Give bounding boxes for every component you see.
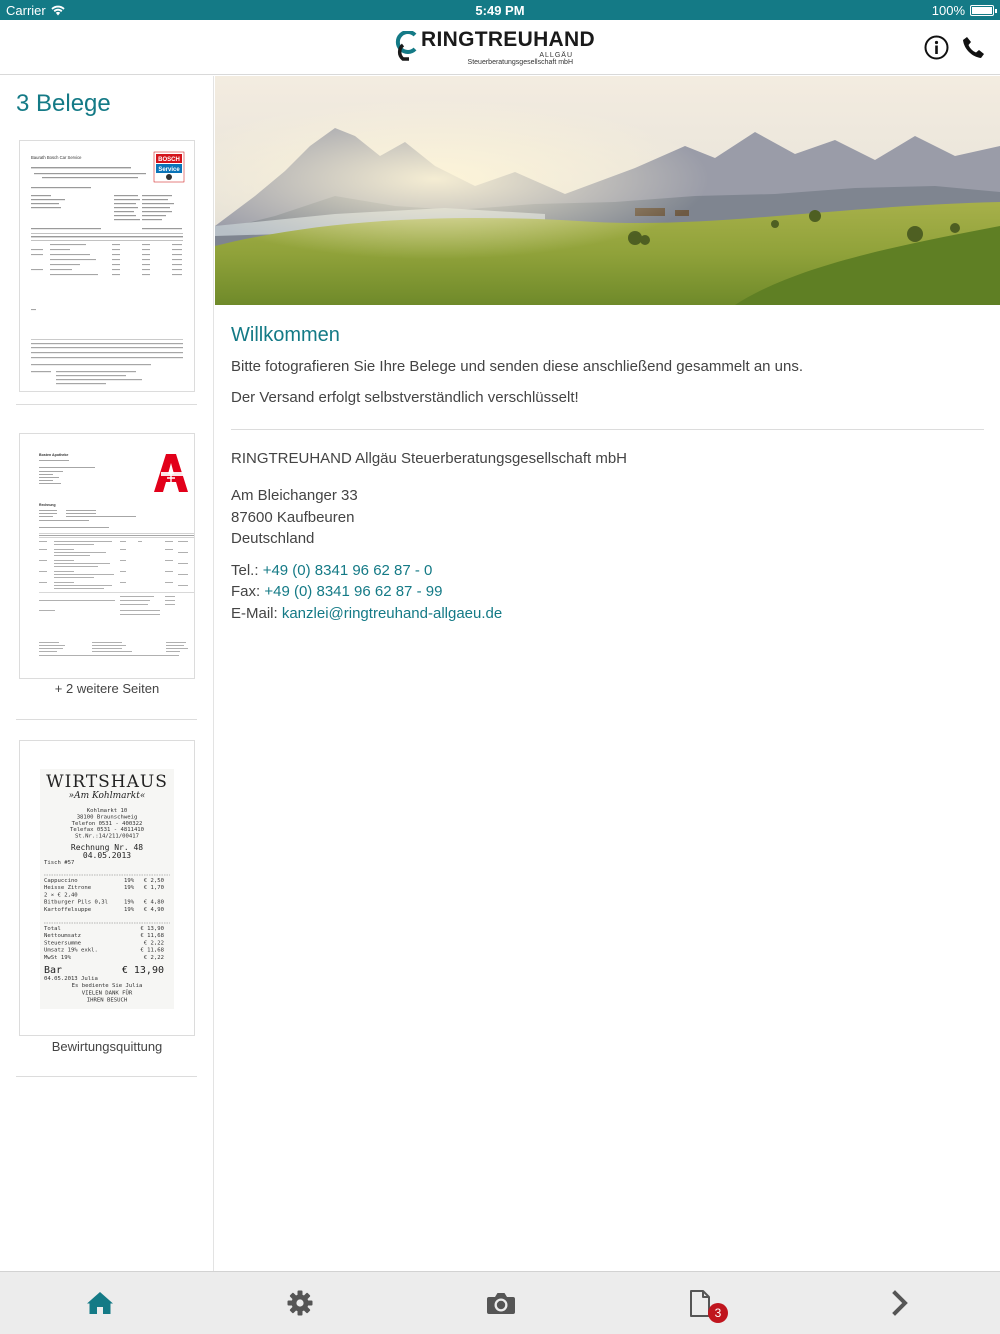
fax-row bbox=[231, 581, 984, 603]
pharmacy-company-text: Bosten Apotheke bbox=[39, 453, 69, 457]
status-bar bbox=[0, 0, 1000, 20]
wirtshaus-footer-line: VIELEN DANK FÜR bbox=[81, 990, 133, 997]
wirtshaus-total-label: Total bbox=[44, 926, 61, 932]
email-row bbox=[231, 603, 984, 625]
wirtshaus-footer-line: 04.05.2013 Julia bbox=[44, 976, 98, 982]
wirtshaus-item-tax: 19% bbox=[124, 906, 135, 913]
tab-documents[interactable] bbox=[600, 1272, 800, 1334]
tab-camera[interactable] bbox=[400, 1272, 600, 1334]
content-divider bbox=[231, 429, 984, 430]
wirtshaus-total-value: € 2,22 bbox=[143, 954, 164, 961]
info-icon[interactable] bbox=[924, 35, 949, 60]
company-contact bbox=[231, 560, 984, 625]
wirtshaus-bar-label: Bar bbox=[44, 965, 63, 976]
bosch-company-text: Baurath Bosch Car Service bbox=[31, 155, 82, 160]
wirtshaus-bar-value: € 13,90 bbox=[121, 965, 164, 976]
wirtshaus-date-text: 04.05.2013 bbox=[82, 851, 132, 860]
wirtshaus-item-name: 2 × € 2,40 bbox=[44, 892, 78, 899]
tab-home[interactable] bbox=[0, 1272, 200, 1334]
wirtshaus-total-value: € 11,68 bbox=[140, 933, 164, 940]
receipt-page-image bbox=[20, 141, 195, 392]
wirtshaus-address-line: Telefax 0531 - 4811410 bbox=[69, 827, 145, 834]
wirtshaus-item-price: € 4,80 bbox=[143, 899, 164, 906]
wirtshaus-item-tax: 19% bbox=[124, 878, 135, 884]
home-icon bbox=[86, 1289, 114, 1317]
wirtshaus-total-label: MwSt 19% bbox=[44, 954, 71, 961]
tel-row bbox=[231, 560, 984, 582]
tab-settings[interactable] bbox=[200, 1272, 400, 1334]
sidebar-title: 3 Belege bbox=[16, 90, 111, 117]
receipt-thumbnail-pharmacy[interactable] bbox=[19, 433, 195, 679]
wirtshaus-item-tax: 19% bbox=[124, 899, 135, 906]
pharmacy-heading-text: Rechnung bbox=[39, 503, 56, 507]
wirtshaus-total-label: Umsatz 19% exkl. bbox=[44, 947, 98, 954]
wirtshaus-item-price: € 1,70 bbox=[143, 885, 164, 892]
intro-text: Bitte fotografieren Sie Ihre Belege und senden diese anschließend gesammelt an uns. bbox=[231, 358, 804, 375]
address-street: Am Bleichanger 33 bbox=[231, 487, 358, 504]
receipt-caption-wirtshaus: Bewirtungsquittung bbox=[51, 1039, 163, 1054]
wirtshaus-item-name: Cappuccino bbox=[44, 878, 78, 884]
wirtshaus-total-label: Steuersumme bbox=[44, 940, 82, 947]
wirtshaus-address-line: 38100 Braunschweig bbox=[76, 814, 138, 821]
wirtshaus-total-label: Nettoumsatz bbox=[44, 933, 82, 940]
tel-label: Tel.: bbox=[231, 561, 259, 579]
documents-count-badge: 3 bbox=[708, 1303, 728, 1323]
fax-label: Fax: bbox=[231, 583, 261, 600]
wirtshaus-total-value: € 13,90 bbox=[140, 926, 164, 932]
battery-icon bbox=[970, 5, 994, 16]
bosch-brand-text: BOSCH bbox=[158, 157, 180, 163]
receipt-caption-pharmacy: + 2 weitere Seiten bbox=[54, 681, 160, 696]
company-name: RINGTREUHAND Allgäu Steuerberatungsgesellschaft mbH bbox=[231, 450, 627, 467]
wirtshaus-table-text: Tisch #57 bbox=[44, 860, 75, 866]
carrier-label: Carrier bbox=[6, 3, 46, 18]
wirtshaus-item-price: € 4,90 bbox=[143, 906, 164, 913]
receipt-page-image bbox=[20, 741, 195, 1036]
address-country: Deutschland bbox=[231, 530, 315, 547]
email-label: E-Mail: bbox=[231, 604, 278, 622]
wirtshaus-item-name: Heisse Zitrone bbox=[44, 885, 92, 892]
receipt-thumbnail-bosch[interactable] bbox=[19, 140, 195, 392]
camera-icon bbox=[486, 1289, 516, 1317]
welcome-title: Willkommen bbox=[231, 324, 340, 346]
app-header bbox=[0, 20, 1000, 75]
welcome-panel bbox=[215, 76, 1000, 1271]
tab-next[interactable] bbox=[800, 1272, 1000, 1334]
sidebar-divider bbox=[16, 719, 197, 720]
landscape-hero-image bbox=[215, 76, 1000, 305]
wirtshaus-item-price: € 2,50 bbox=[143, 878, 164, 884]
wirtshaus-item-name: Kartoffelsuppe bbox=[44, 906, 92, 913]
battery-indicator bbox=[932, 3, 994, 18]
receipt-page-image bbox=[20, 434, 195, 679]
company-address bbox=[231, 485, 984, 550]
gear-icon bbox=[286, 1289, 314, 1317]
fax-link[interactable]: +49 (0) 8341 96 62 87 - 99 bbox=[264, 583, 443, 600]
email-link[interactable]: kanzlei@ringtreuhand-allgaeu.de bbox=[281, 604, 503, 622]
sidebar-divider bbox=[16, 404, 197, 405]
tel-link[interactable]: +49 (0) 8341 96 62 87 - 0 bbox=[262, 561, 433, 579]
phone-icon[interactable] bbox=[961, 35, 986, 60]
wirtshaus-subtitle-text: »Am Kohlmarkt« bbox=[68, 791, 146, 801]
wirtshaus-item-tax: 19% bbox=[124, 885, 135, 892]
wirtshaus-footer-line: IHREN BESUCH bbox=[86, 997, 128, 1004]
wirtshaus-invoice-text: Rechnung Nr. 48 bbox=[70, 843, 144, 852]
battery-percent: 100% bbox=[931, 3, 965, 18]
welcome-content bbox=[231, 324, 984, 624]
wirtshaus-address-line: Kohlmarkt 10 bbox=[86, 808, 128, 814]
receipts-sidebar bbox=[0, 76, 214, 1271]
chevron-right-icon bbox=[886, 1289, 914, 1317]
address-city: 87600 Kaufbeuren bbox=[231, 508, 355, 526]
receipt-thumbnail-wirtshaus[interactable] bbox=[19, 740, 195, 1036]
wirtshaus-title-text: WIRTSHAUS bbox=[46, 772, 168, 792]
bosch-brand-sub-text: Service bbox=[158, 167, 180, 173]
status-time: 5:49 PM bbox=[475, 3, 525, 18]
wirtshaus-address-line: St.Nr.:14/211/00417 bbox=[75, 833, 139, 840]
encryption-note: Der Versand erfolgt selbstverständlich verschlüsselt! bbox=[231, 389, 579, 406]
sidebar-divider bbox=[16, 1076, 197, 1077]
ringtreuhand-logo bbox=[395, 28, 595, 68]
bottom-tab-bar bbox=[0, 1271, 1000, 1334]
wirtshaus-total-value: € 2,22 bbox=[143, 940, 164, 947]
wirtshaus-total-value: € 11,68 bbox=[140, 947, 164, 954]
logo-region: ALLGÄU bbox=[539, 52, 573, 59]
logo-name: RINGTREUHAND bbox=[421, 28, 595, 51]
logo-mark-icon bbox=[395, 31, 421, 61]
wirtshaus-item-name: Bitburger Pils 0,3l bbox=[44, 899, 108, 906]
logo-subtitle: Steuerberatungsgesellschaft mbH bbox=[467, 59, 573, 66]
wirtshaus-address-line: Telefon 0531 - 400322 bbox=[71, 820, 143, 827]
wirtshaus-footer-line: Es bediente Sie Julia bbox=[71, 983, 143, 990]
